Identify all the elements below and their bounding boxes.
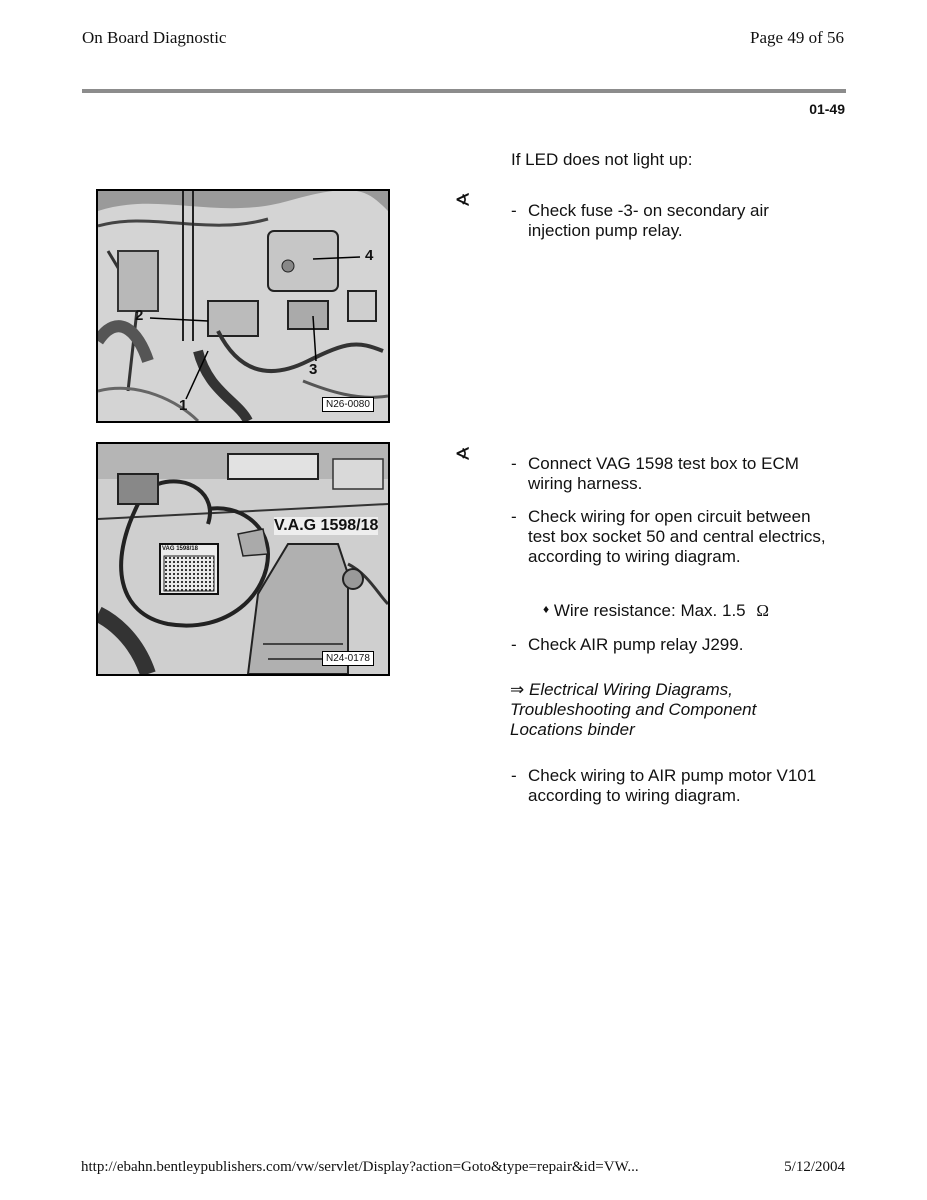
step-connect-test-box: - Connect VAG 1598 test box to ECM wiring harness. <box>511 454 799 493</box>
step-check-relay: - Check AIR pump relay J299. <box>511 635 744 654</box>
step-check-wiring-open-circuit: - Check wiring for open circuit between test box socket 50 and central electrics, according to wiring diagram. <box>511 507 826 566</box>
test-box-label: VAG 1598/18 <box>162 546 198 552</box>
reference-text: Electrical Wiring Diagrams, Troubleshooting and Component Locations binder <box>510 680 757 739</box>
callout-2: 2 <box>135 307 144 324</box>
page-number: Page 49 of 56 <box>750 28 844 47</box>
ohm-symbol: Ω <box>756 601 770 620</box>
diamond-bullet-icon: ♦ <box>543 602 550 616</box>
tool-label: V.A.G 1598/18 <box>274 517 379 534</box>
callout-1: 1 <box>179 397 188 414</box>
relay-illustration <box>98 191 388 421</box>
intro-text: If LED does not light up: <box>511 150 693 169</box>
spec-label: Wire resistance: Max. 1.5 <box>553 601 746 620</box>
test-box-illustration <box>98 444 388 674</box>
document-title: On Board Diagnostic <box>82 28 227 47</box>
test-box-pin-grid <box>164 556 214 591</box>
spec-wire-resistance <box>543 601 769 622</box>
step-check-fuse: - Check fuse -3- on secondary air injection pump relay. <box>511 201 769 240</box>
footer-date: 5/12/2004 <box>784 1159 845 1175</box>
step-check-pump-motor: - Check wiring to AIR pump motor V101 according to wiring diagram. <box>511 766 817 805</box>
arrow-right-icon: ⇒ <box>510 680 525 699</box>
pointer-left-icon: ∢ <box>454 444 471 464</box>
test-box-connection-photo <box>96 442 390 676</box>
reference-link[interactable] <box>510 680 800 740</box>
callout-4: 4 <box>365 247 374 264</box>
section-number: 01-49 <box>809 101 845 117</box>
footer-url: http://ebahn.bentleypublishers.com/vw/servlet/Display?action=Goto&type=repair&id=VW... <box>81 1159 639 1175</box>
figure-code: N26-0080 <box>322 397 374 412</box>
engine-bay-photo-relay <box>96 189 390 423</box>
pointer-left-icon: ∢ <box>454 190 471 210</box>
header-divider <box>82 89 846 93</box>
figure-code: N24-0178 <box>322 651 374 666</box>
callout-3: 3 <box>309 361 318 378</box>
